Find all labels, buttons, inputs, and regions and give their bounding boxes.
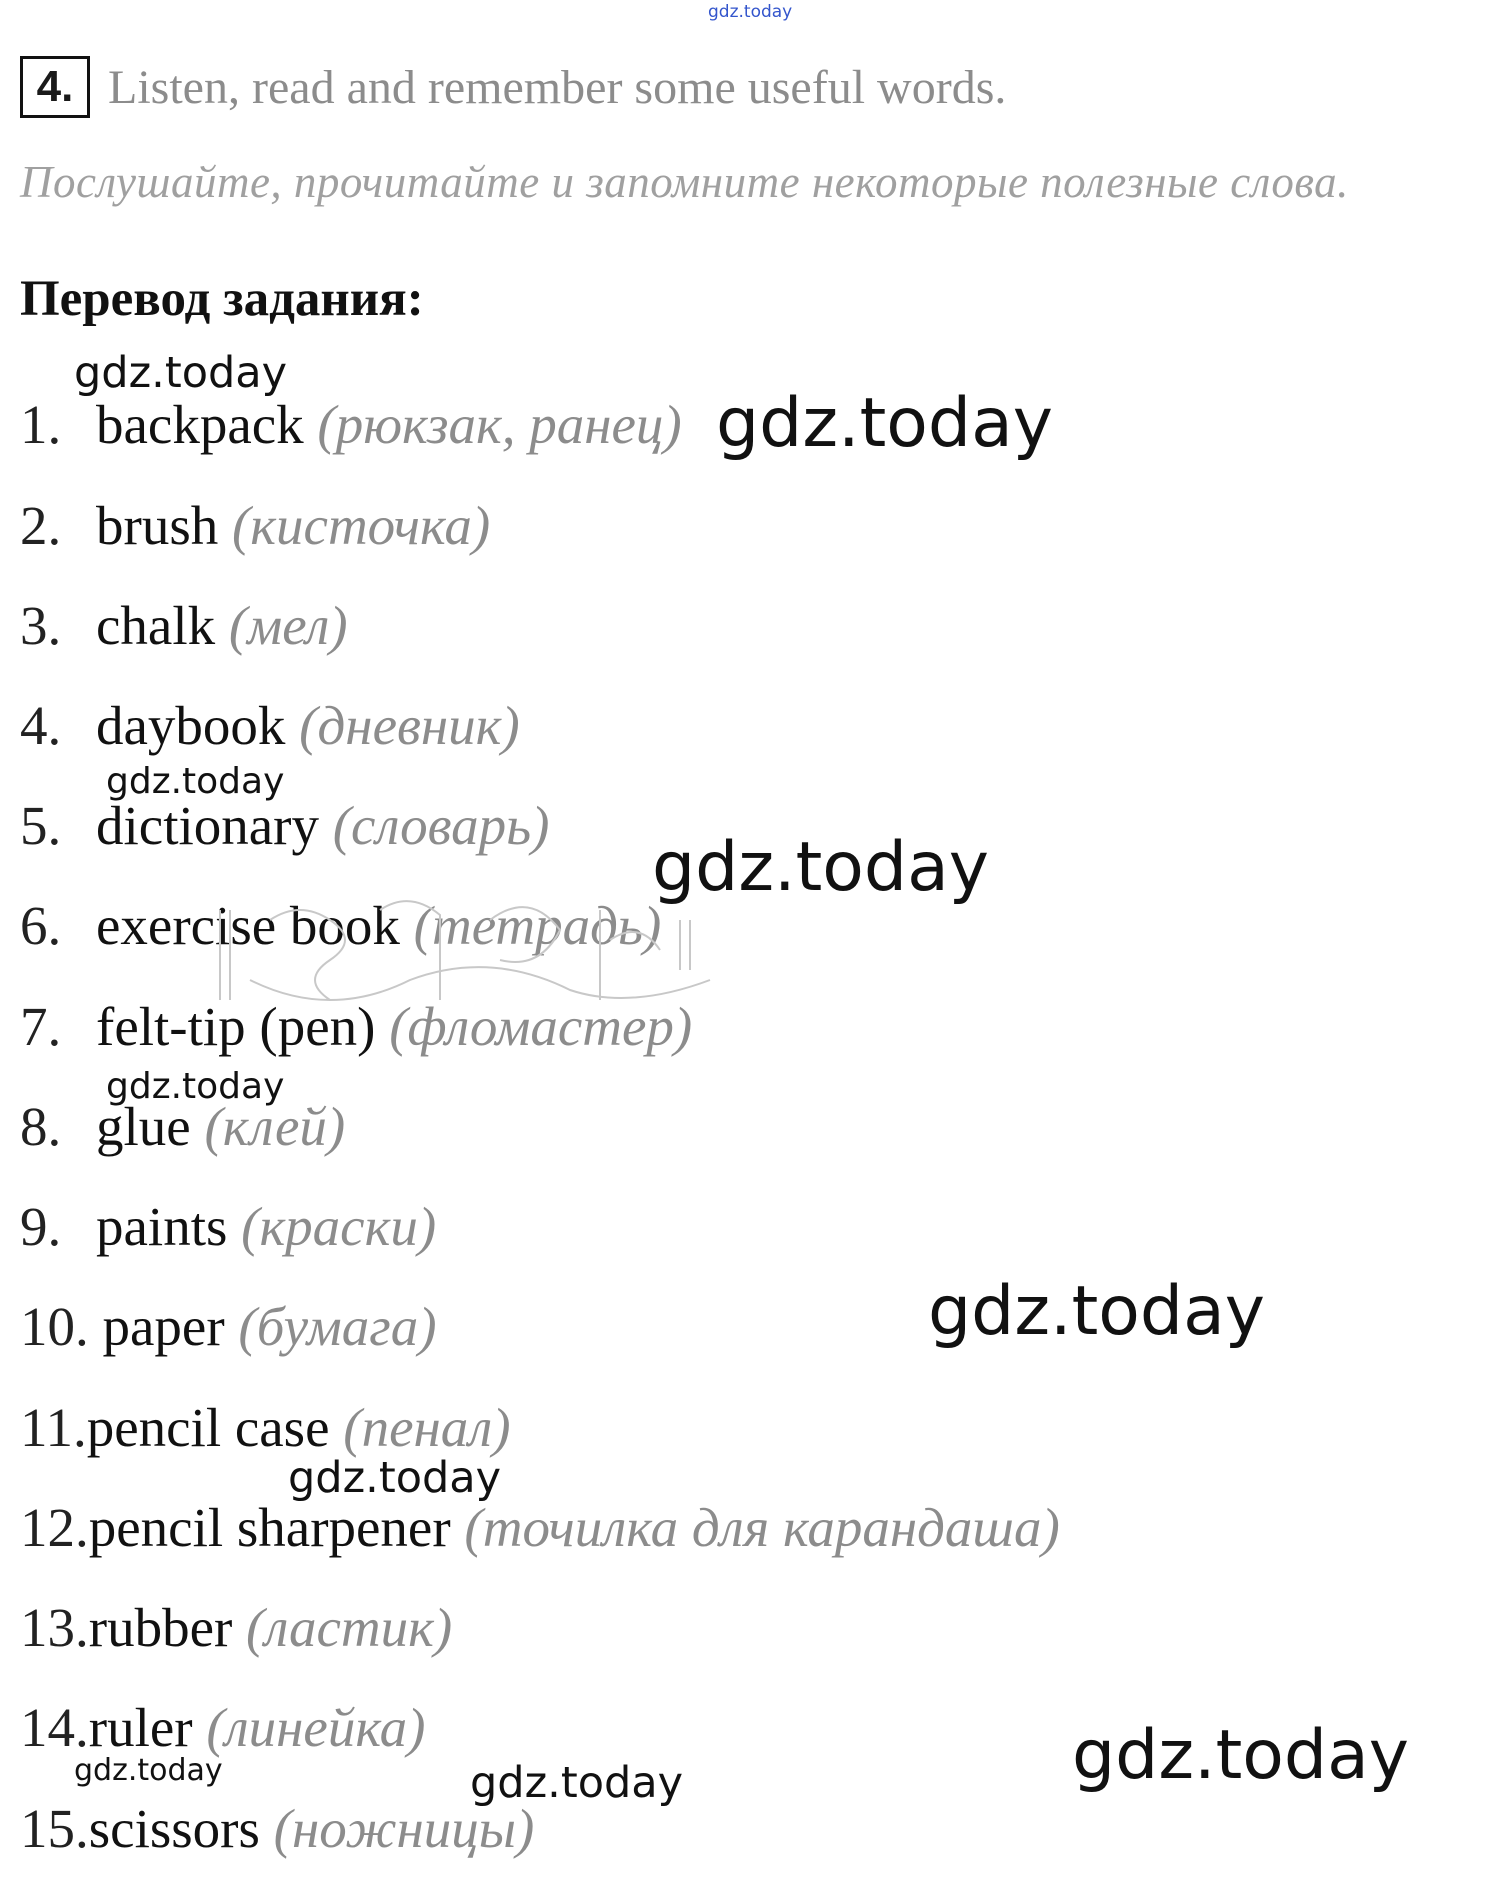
watermark-large: gdz.today: [652, 828, 989, 907]
item-word: felt-tip (pen): [96, 996, 376, 1057]
task-number-box: 4.: [20, 56, 90, 118]
item-translation: (рюкзак, ранец): [317, 394, 682, 455]
watermark-small: gdz.today: [74, 1753, 223, 1788]
item-number: 1.: [20, 394, 62, 455]
item-number: 3.: [20, 595, 62, 656]
item-number: 14.: [20, 1697, 89, 1758]
item-translation: (пенал): [343, 1397, 511, 1458]
watermark-small: gdz.today: [74, 348, 288, 398]
item-translation: (клей): [204, 1096, 346, 1157]
item-word: pencil case: [86, 1397, 330, 1458]
list-item: [20, 495, 491, 556]
item-translation: (дневник): [299, 695, 520, 756]
item-word: paper: [102, 1296, 225, 1357]
item-word: rubber: [88, 1597, 233, 1658]
list-item: [20, 1296, 437, 1357]
watermark-small: gdz.today: [470, 1758, 684, 1808]
item-word: exercise book: [96, 895, 400, 956]
watermark-large: gdz.today: [928, 1272, 1265, 1351]
item-word: scissors: [88, 1798, 260, 1859]
item-word: brush: [96, 495, 219, 556]
item-translation: (кисточка): [231, 495, 491, 556]
task-instruction-ru: Послушайте, прочитайте и запомните некоторые полезные слова.: [20, 157, 1349, 207]
task-instruction-en: Listen, read and remember some useful words.: [108, 61, 1007, 114]
item-number: 15.: [20, 1798, 89, 1859]
watermark-top: gdz.today: [708, 2, 793, 22]
watermark-small: gdz.today: [106, 1066, 285, 1107]
list-item: [20, 394, 682, 455]
item-translation: (ластик): [246, 1597, 453, 1658]
list-item: [20, 1497, 1060, 1558]
item-translation: (линейка): [206, 1697, 426, 1758]
item-translation: (тетрадь): [413, 895, 662, 956]
list-item: [20, 795, 550, 856]
item-number: 2.: [20, 495, 62, 556]
list-item: [20, 1597, 453, 1658]
watermark-small: gdz.today: [288, 1453, 502, 1503]
translation-heading: Перевод задания:: [20, 271, 424, 327]
list-item: [20, 1096, 346, 1157]
list-item: [20, 695, 520, 756]
item-word: pencil sharpener: [88, 1497, 451, 1558]
watermark-large: gdz.today: [716, 384, 1053, 463]
item-word: paints: [96, 1196, 228, 1257]
item-translation: (краски): [241, 1196, 437, 1257]
list-item: [20, 1196, 437, 1257]
item-number: 9.: [20, 1196, 62, 1257]
item-word: ruler: [88, 1697, 193, 1758]
item-number: 13.: [20, 1597, 89, 1658]
item-translation: (ножницы): [273, 1798, 535, 1859]
item-number: 7.: [20, 996, 62, 1057]
item-number: 8.: [20, 1096, 62, 1157]
watermark-large: gdz.today: [1072, 1716, 1409, 1795]
item-number: 10.: [20, 1296, 89, 1357]
item-number: 5.: [20, 795, 62, 856]
outline-watermark-graphic: [210, 880, 750, 1030]
item-number: 6.: [20, 895, 62, 956]
item-word: backpack: [96, 394, 304, 455]
list-item: [20, 595, 348, 656]
item-translation: (мел): [228, 595, 348, 656]
item-translation: (фломастер): [389, 996, 693, 1057]
item-number: 11.: [20, 1397, 87, 1458]
item-number: 12.: [20, 1497, 89, 1558]
item-word: glue: [96, 1096, 191, 1157]
list-item: [20, 1697, 426, 1758]
item-translation: (бумага): [238, 1296, 437, 1357]
item-word: daybook: [96, 695, 286, 756]
item-word: chalk: [96, 595, 216, 656]
list-item: [20, 1798, 535, 1859]
item-word: dictionary: [96, 795, 319, 856]
item-translation: (словарь): [332, 795, 550, 856]
watermark-small: gdz.today: [106, 761, 285, 802]
item-translation: (точилка для карандаша): [464, 1497, 1060, 1558]
list-item: [20, 1397, 511, 1458]
item-number: 4.: [20, 695, 62, 756]
